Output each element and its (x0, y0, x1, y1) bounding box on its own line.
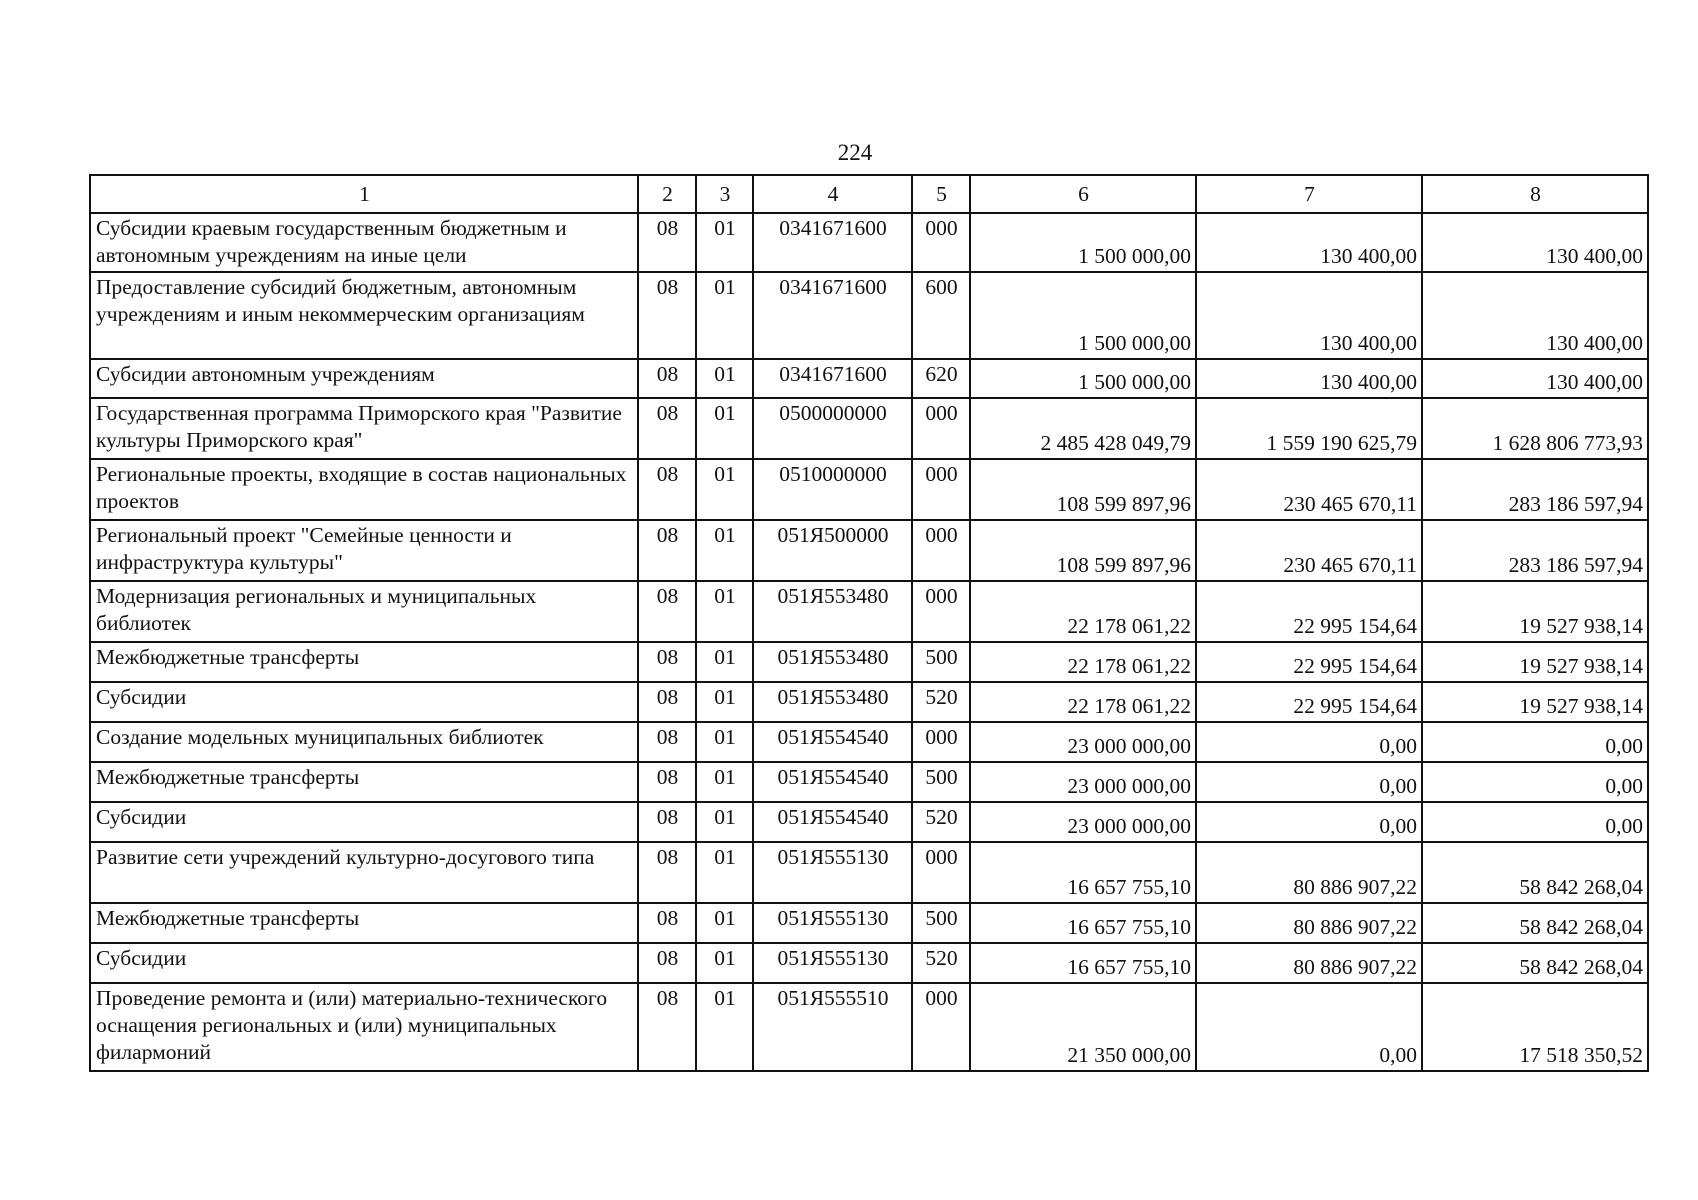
amount-col-6: 108 599 897,96 (970, 520, 1196, 581)
column-header: 7 (1196, 175, 1422, 213)
amount-col-6: 22 178 061,22 (970, 642, 1196, 682)
amount-col-6: 108 599 897,96 (970, 459, 1196, 520)
target-article-code: 051Я555130 (753, 842, 912, 903)
expense-type-code: 000 (912, 398, 970, 459)
target-article-code: 051Я500000 (753, 520, 912, 581)
target-article-code: 051Я553480 (753, 642, 912, 682)
section-code: 08 (638, 520, 696, 581)
amount-col-7: 80 886 907,22 (1196, 842, 1422, 903)
table-row (90, 842, 1648, 903)
target-article-code: 0510000000 (753, 459, 912, 520)
table-row (90, 213, 1648, 272)
table-row (90, 359, 1648, 398)
amount-col-6: 23 000 000,00 (970, 762, 1196, 802)
section-code: 08 (638, 802, 696, 842)
item-name: Развитие сети учреждений культурно-досугового типа (90, 842, 638, 903)
table-row (90, 722, 1648, 762)
expense-type-code: 620 (912, 359, 970, 398)
section-code: 08 (638, 359, 696, 398)
column-header: 4 (753, 175, 912, 213)
amount-col-8: 130 400,00 (1422, 213, 1648, 272)
item-name: Субсидии (90, 802, 638, 842)
amount-col-6: 16 657 755,10 (970, 903, 1196, 943)
amount-col-7: 130 400,00 (1196, 272, 1422, 359)
subsection-code: 01 (696, 842, 753, 903)
item-name: Региональные проекты, входящие в состав национальных проектов (90, 459, 638, 520)
amount-col-7: 230 465 670,11 (1196, 459, 1422, 520)
amount-col-8: 130 400,00 (1422, 359, 1648, 398)
expense-type-code: 000 (912, 983, 970, 1071)
subsection-code: 01 (696, 213, 753, 272)
subsection-code: 01 (696, 682, 753, 722)
amount-col-6: 1 500 000,00 (970, 213, 1196, 272)
amount-col-6: 23 000 000,00 (970, 722, 1196, 762)
amount-col-6: 16 657 755,10 (970, 943, 1196, 983)
section-code: 08 (638, 213, 696, 272)
table-row (90, 459, 1648, 520)
column-header: 2 (638, 175, 696, 213)
table-header-row (90, 175, 1648, 213)
amount-col-8: 0,00 (1422, 762, 1648, 802)
item-name: Государственная программа Приморского края "Развитие культуры Приморского края" (90, 398, 638, 459)
target-article-code: 051Я555130 (753, 943, 912, 983)
column-header: 8 (1422, 175, 1648, 213)
target-article-code: 0341671600 (753, 213, 912, 272)
table-row (90, 520, 1648, 581)
amount-col-7: 230 465 670,11 (1196, 520, 1422, 581)
amount-col-6: 22 178 061,22 (970, 581, 1196, 642)
subsection-code: 01 (696, 802, 753, 842)
expense-type-code: 000 (912, 842, 970, 903)
subsection-code: 01 (696, 520, 753, 581)
item-name: Субсидии (90, 682, 638, 722)
section-code: 08 (638, 272, 696, 359)
expense-type-code: 500 (912, 642, 970, 682)
amount-col-7: 0,00 (1196, 762, 1422, 802)
section-code: 08 (638, 762, 696, 802)
item-name: Межбюджетные трансферты (90, 762, 638, 802)
amount-col-6: 16 657 755,10 (970, 842, 1196, 903)
target-article-code: 051Я554540 (753, 762, 912, 802)
amount-col-7: 80 886 907,22 (1196, 903, 1422, 943)
target-article-code: 0500000000 (753, 398, 912, 459)
expense-type-code: 000 (912, 581, 970, 642)
subsection-code: 01 (696, 983, 753, 1071)
section-code: 08 (638, 642, 696, 682)
item-name: Межбюджетные трансферты (90, 903, 638, 943)
amount-col-7: 22 995 154,64 (1196, 682, 1422, 722)
section-code: 08 (638, 842, 696, 903)
table-row (90, 682, 1648, 722)
amount-col-6: 21 350 000,00 (970, 983, 1196, 1071)
item-name: Субсидии автономным учреждениям (90, 359, 638, 398)
expense-type-code: 600 (912, 272, 970, 359)
subsection-code: 01 (696, 943, 753, 983)
amount-col-6: 2 485 428 049,79 (970, 398, 1196, 459)
subsection-code: 01 (696, 762, 753, 802)
amount-col-8: 58 842 268,04 (1422, 903, 1648, 943)
amount-col-6: 23 000 000,00 (970, 802, 1196, 842)
amount-col-8: 17 518 350,52 (1422, 983, 1648, 1071)
expense-type-code: 520 (912, 943, 970, 983)
section-code: 08 (638, 983, 696, 1071)
table-row (90, 762, 1648, 802)
section-code: 08 (638, 581, 696, 642)
target-article-code: 0341671600 (753, 359, 912, 398)
subsection-code: 01 (696, 581, 753, 642)
table-row (90, 398, 1648, 459)
amount-col-7: 0,00 (1196, 722, 1422, 762)
item-name: Модернизация региональных и муниципальных библиотек (90, 581, 638, 642)
amount-col-7: 130 400,00 (1196, 213, 1422, 272)
amount-col-7: 80 886 907,22 (1196, 943, 1422, 983)
budget-table (89, 174, 1649, 1072)
subsection-code: 01 (696, 359, 753, 398)
page-number: 224 (837, 140, 873, 165)
amount-col-8: 0,00 (1422, 802, 1648, 842)
subsection-code: 01 (696, 398, 753, 459)
amount-col-7: 0,00 (1196, 802, 1422, 842)
expense-type-code: 500 (912, 762, 970, 802)
section-code: 08 (638, 459, 696, 520)
section-code: 08 (638, 398, 696, 459)
table-row (90, 272, 1648, 359)
amount-col-8: 58 842 268,04 (1422, 842, 1648, 903)
expense-type-code: 000 (912, 213, 970, 272)
amount-col-6: 22 178 061,22 (970, 682, 1196, 722)
amount-col-8: 19 527 938,14 (1422, 581, 1648, 642)
expense-type-code: 000 (912, 520, 970, 581)
section-code: 08 (638, 722, 696, 762)
expense-type-code: 520 (912, 682, 970, 722)
table-row (90, 802, 1648, 842)
amount-col-8: 283 186 597,94 (1422, 520, 1648, 581)
table-row (90, 943, 1648, 983)
table-row (90, 581, 1648, 642)
table-row (90, 983, 1648, 1071)
item-name: Проведение ремонта и (или) материально-технического оснащения региональных и (или) муниципальных филармоний (90, 983, 638, 1071)
subsection-code: 01 (696, 722, 753, 762)
amount-col-8: 19 527 938,14 (1422, 682, 1648, 722)
expense-type-code: 520 (912, 802, 970, 842)
amount-col-7: 130 400,00 (1196, 359, 1422, 398)
target-article-code: 051Я553480 (753, 581, 912, 642)
column-header: 5 (912, 175, 970, 213)
amount-col-8: 1 628 806 773,93 (1422, 398, 1648, 459)
item-name: Субсидии (90, 943, 638, 983)
amount-col-6: 1 500 000,00 (970, 272, 1196, 359)
expense-type-code: 000 (912, 722, 970, 762)
item-name: Предоставление субсидий бюджетным, автономным учреждениям и иным некоммерческим организациям (90, 272, 638, 359)
subsection-code: 01 (696, 903, 753, 943)
amount-col-7: 0,00 (1196, 983, 1422, 1071)
target-article-code: 0341671600 (753, 272, 912, 359)
table-row (90, 903, 1648, 943)
amount-col-8: 130 400,00 (1422, 272, 1648, 359)
expense-type-code: 000 (912, 459, 970, 520)
target-article-code: 051Я554540 (753, 802, 912, 842)
item-name: Создание модельных муниципальных библиотек (90, 722, 638, 762)
amount-col-6: 1 500 000,00 (970, 359, 1196, 398)
amount-col-8: 58 842 268,04 (1422, 943, 1648, 983)
item-name: Региональный проект "Семейные ценности и инфраструктура культуры" (90, 520, 638, 581)
target-article-code: 051Я554540 (753, 722, 912, 762)
table-row (90, 642, 1648, 682)
subsection-code: 01 (696, 272, 753, 359)
amount-col-7: 1 559 190 625,79 (1196, 398, 1422, 459)
amount-col-8: 283 186 597,94 (1422, 459, 1648, 520)
amount-col-7: 22 995 154,64 (1196, 581, 1422, 642)
item-name: Субсидии краевым государственным бюджетным и автономным учреждениям на иные цели (90, 213, 638, 272)
target-article-code: 051Я553480 (753, 682, 912, 722)
expense-type-code: 500 (912, 903, 970, 943)
section-code: 08 (638, 682, 696, 722)
target-article-code: 051Я555130 (753, 903, 912, 943)
amount-col-8: 19 527 938,14 (1422, 642, 1648, 682)
column-header: 3 (696, 175, 753, 213)
amount-col-8: 0,00 (1422, 722, 1648, 762)
section-code: 08 (638, 903, 696, 943)
amount-col-7: 22 995 154,64 (1196, 642, 1422, 682)
target-article-code: 051Я555510 (753, 983, 912, 1071)
column-header: 6 (970, 175, 1196, 213)
section-code: 08 (638, 943, 696, 983)
subsection-code: 01 (696, 459, 753, 520)
column-header: 1 (90, 175, 638, 213)
item-name: Межбюджетные трансферты (90, 642, 638, 682)
subsection-code: 01 (696, 642, 753, 682)
